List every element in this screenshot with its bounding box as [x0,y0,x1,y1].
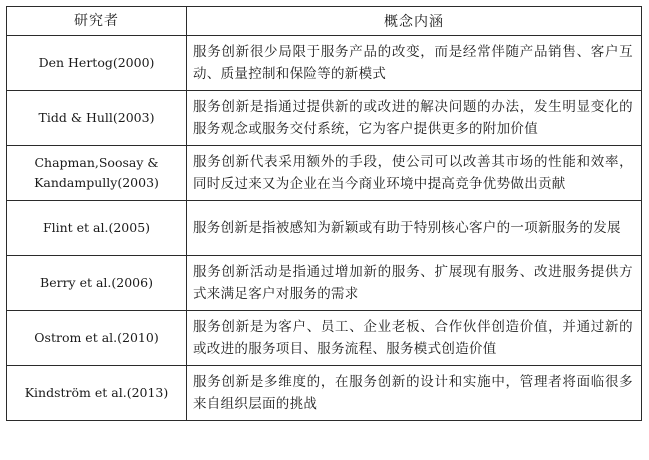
concept-cell: 服务创新是多维度的，在服务创新的设计和实施中，管理者将面临很多来自组织层面的挑战 [187,366,642,421]
table-header [7,7,642,36]
concept-cell: 服务创新是为客户、员工、企业老板、合作伙伴创造价值，并通过新的或改进的服务项目、服务流程、服务模式创造价值 [187,311,642,366]
service-innovation-table [6,6,642,421]
table-row [7,201,642,256]
table-row [7,36,642,91]
researcher-cell: Tidd & Hull(2003) [7,91,187,146]
header-row [7,7,642,36]
concept-cell: 服务创新活动是指通过增加新的服务、扩展现有服务、改进服务提供方式来满足客户对服务的需求 [187,256,642,311]
header-researcher: 研究者 [7,7,187,36]
researcher-cell: Chapman,Soosay & Kandampully(2003) [7,146,187,201]
table-row [7,256,642,311]
concept-cell: 服务创新是指通过提供新的或改进的解决问题的办法，发生明显变化的服务观念或服务交付系统，它为客户提供更多的附加价值 [187,91,642,146]
researcher-cell: Kindström et al.(2013) [7,366,187,421]
table-row [7,366,642,421]
table-row [7,311,642,366]
table-row [7,146,642,201]
table-body [7,36,642,421]
header-concept: 概念内涵 [187,7,642,36]
table-row [7,91,642,146]
researcher-cell: Flint et al.(2005) [7,201,187,256]
concept-cell: 服务创新很少局限于服务产品的改变，而是经常伴随产品销售、客户互动、质量控制和保险等的新模式 [187,36,642,91]
concept-cell: 服务创新代表采用额外的手段，使公司可以改善其市场的性能和效率，同时反过来又为企业在当今商业环境中提高竞争优势做出贡献 [187,146,642,201]
researcher-cell: Berry et al.(2006) [7,256,187,311]
researcher-cell: Ostrom et al.(2010) [7,311,187,366]
concept-cell: 服务创新是指被感知为新颖或有助于特别核心客户的一项新服务的发展 [187,201,642,256]
researcher-cell: Den Hertog(2000) [7,36,187,91]
